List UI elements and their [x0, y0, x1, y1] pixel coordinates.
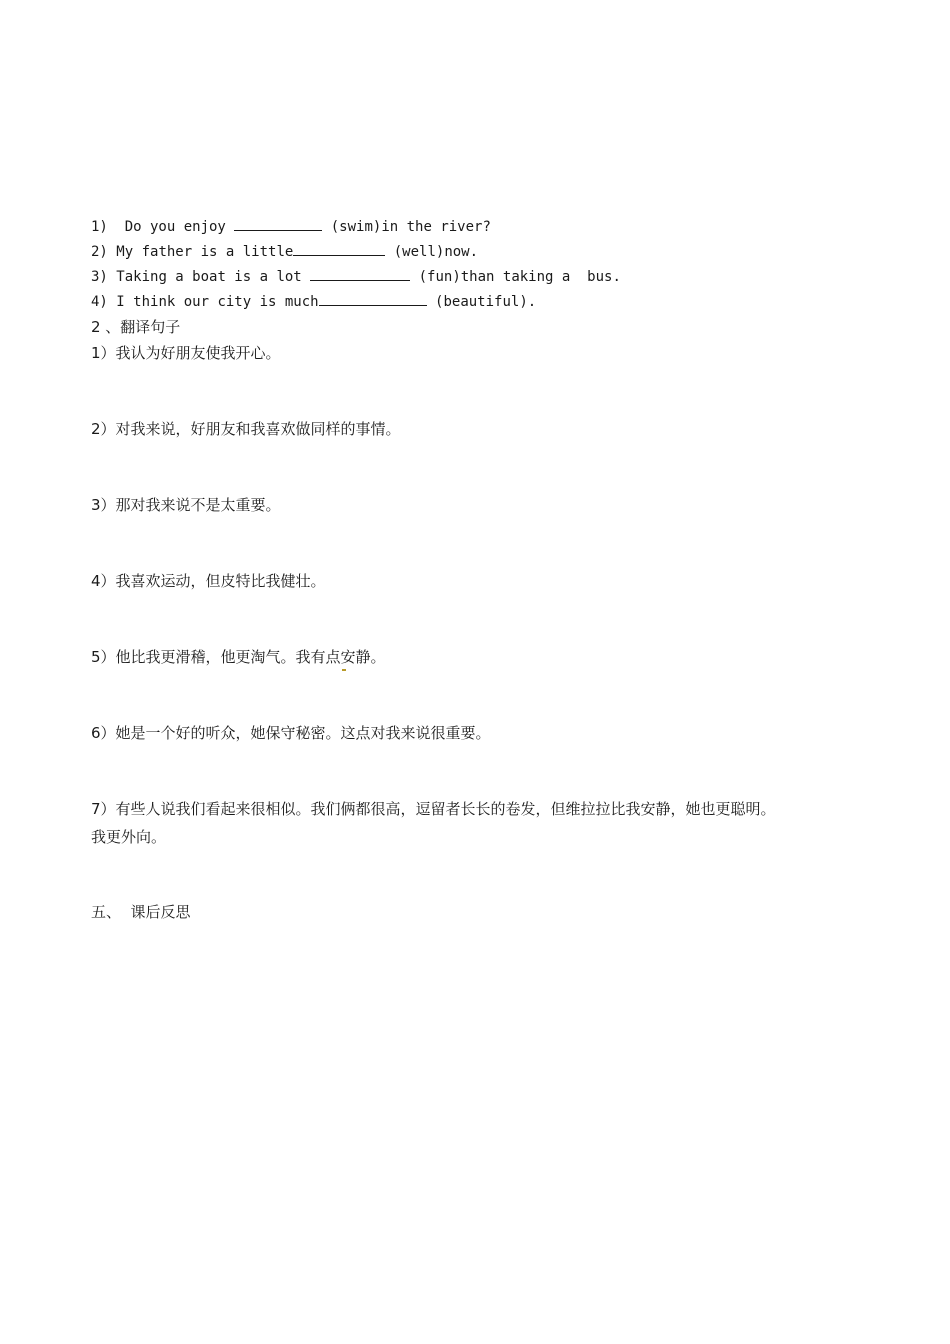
fill-in-item-4 — [91, 291, 536, 312]
edit-mark — [342, 669, 346, 671]
fill-in-item-1 — [91, 216, 491, 237]
fill-in-item-3 — [91, 266, 621, 287]
item-number: 1) — [91, 219, 108, 235]
translation-item-3: 3）那对我来说不是太重要。 — [91, 496, 281, 514]
translation-item-7: 7）有些人说我们看起来很相似。我们俩都很高，逗留者长长的卷发，但维拉拉比我安静，她也更聪明。我更外向。 — [91, 800, 776, 846]
section-heading-reflection: 五、 课后反思 — [91, 903, 191, 921]
item-hint: (well)now. — [393, 244, 479, 260]
answer-blank[interactable] — [234, 216, 322, 231]
translation-item-2: 2）对我来说，好朋友和我喜欢做同样的事情。 — [91, 420, 401, 438]
answer-blank[interactable] — [293, 241, 385, 256]
translation-item-5: 5）他比我更滑稽，他更淘气。我有点安静。 — [91, 648, 386, 666]
fill-in-item-2 — [91, 241, 478, 262]
translation-item-6: 6）她是一个好的听众，她保守秘密。这点对我来说很重要。 — [91, 724, 491, 742]
item-hint: (beautiful). — [435, 294, 537, 310]
item-number: 3) — [91, 269, 108, 285]
answer-blank[interactable] — [310, 266, 410, 281]
item-text: I think our city is much — [116, 294, 319, 310]
answer-blank[interactable] — [319, 291, 427, 306]
translation-item-1: 1）我认为好朋友使我开心。 — [91, 344, 281, 362]
item-number: 4) — [91, 294, 108, 310]
item-hint: (fun)than taking a bus. — [418, 269, 621, 285]
item-number: 2) — [91, 244, 108, 260]
section-heading: 2 、翻译句子 — [91, 318, 181, 336]
translation-item-4: 4）我喜欢运动，但皮特比我健壮。 — [91, 572, 326, 590]
item-text: My father is a little — [116, 244, 294, 260]
item-text: Taking a boat is a lot — [116, 269, 302, 285]
item-hint: (swim)in the river? — [330, 219, 491, 235]
item-text: Do you enjoy — [124, 219, 226, 235]
